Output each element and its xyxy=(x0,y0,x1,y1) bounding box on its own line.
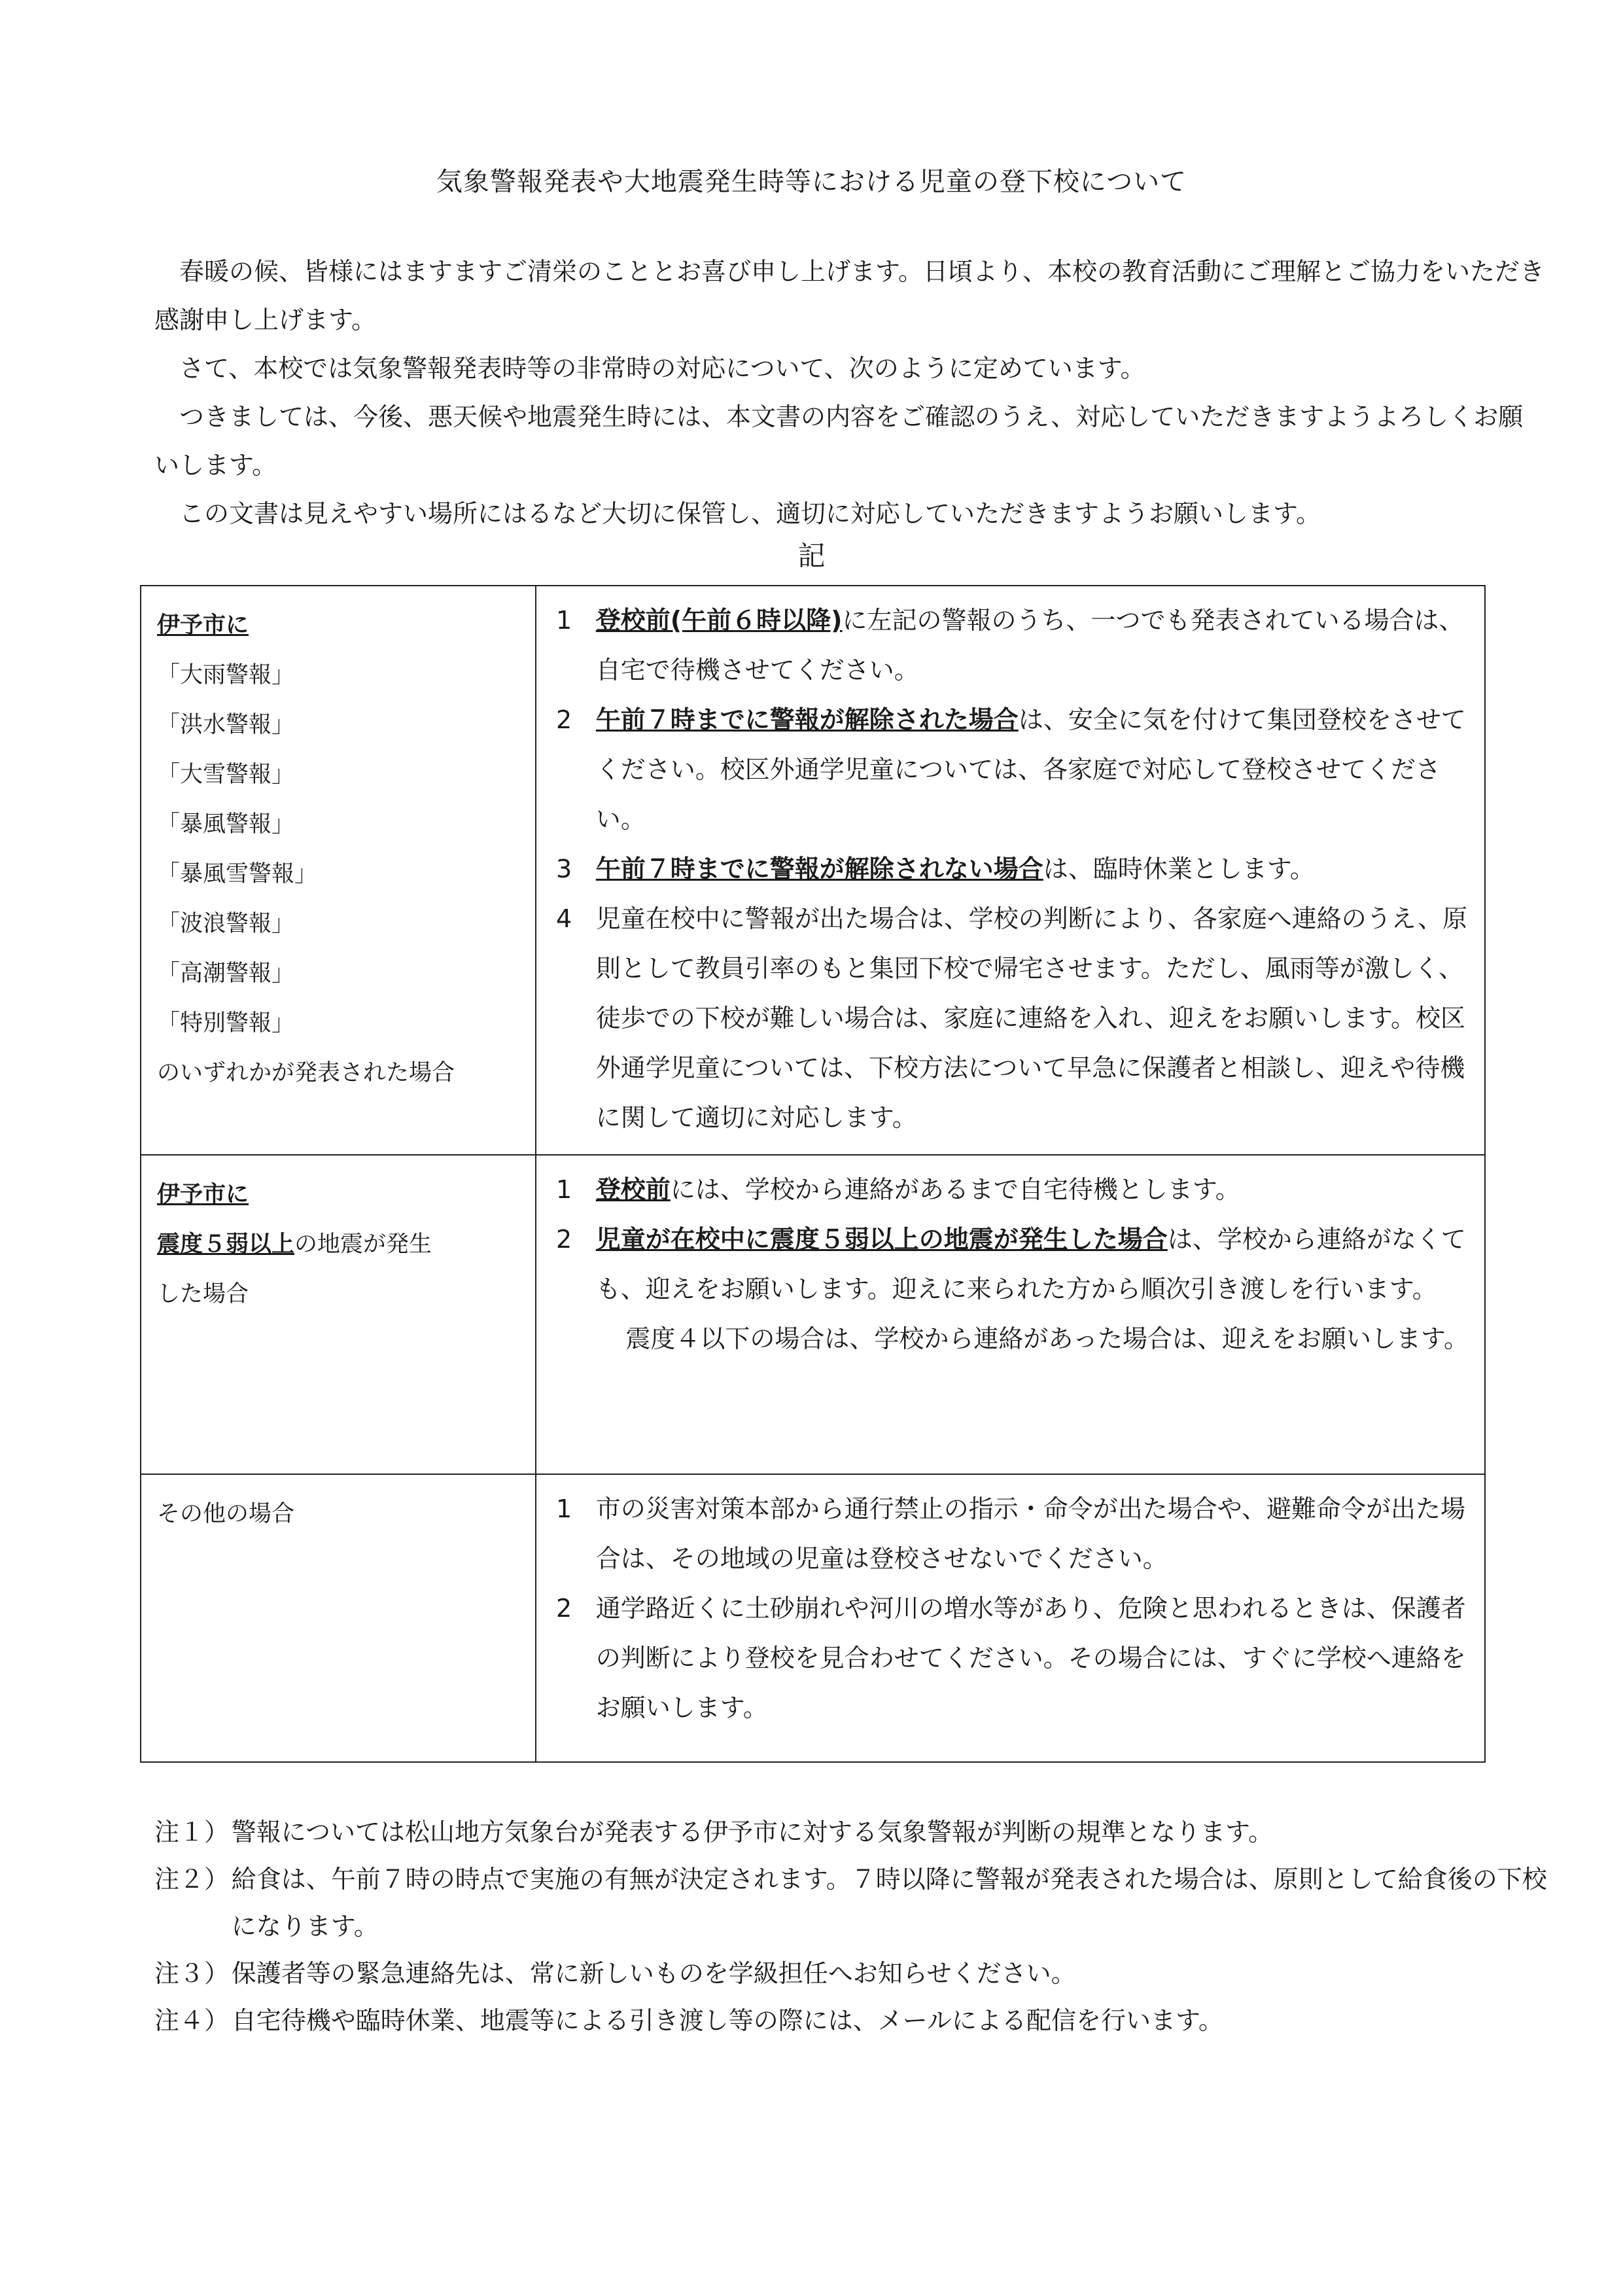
notes-section xyxy=(154,1809,1548,2044)
item-number: 2 xyxy=(556,705,572,734)
condition-cell xyxy=(141,1474,536,1762)
action-cell xyxy=(536,1155,1485,1474)
note-label: 注１） xyxy=(154,1818,230,1846)
warning-item: 「高潮警報」 xyxy=(157,961,295,987)
intro-paragraph: つきましては、今後、悪天候や地震発生時には、本文書の内容をご確認のうえ、対応していただきますようよろしくお願いします。 xyxy=(154,402,1524,480)
action-item xyxy=(556,595,1469,695)
action-item xyxy=(556,1583,1469,1733)
item-text: は、安全に気を付けて集団登校をさせてください。校区外通学児童については、各家庭で対応して登校させてください。 xyxy=(595,705,1466,834)
note-text: 自宅待機や臨時休業、地震等による引き渡し等の際には、メールによる配信を行います。 xyxy=(231,2006,1224,2035)
item-text: 通学路近くに土砂崩れや河川の増水等があり、危険と思われるときは、保護者の判断により登校を見合わせてください。その場合には、すぐに学校へ連絡をお願いします。 xyxy=(595,1594,1466,1722)
table-row-earthquake xyxy=(141,1155,1485,1474)
item-number: 1 xyxy=(556,1175,572,1204)
action-item xyxy=(556,1165,1469,1214)
condition-heading: 伊予市に xyxy=(157,612,249,639)
warning-item: 「特別警報」 xyxy=(157,1010,295,1036)
item-emphasis: 児童が在校中に震度５弱以上の地震が発生した場合 xyxy=(595,1225,1168,1254)
condition-line: した場合 xyxy=(157,1281,249,1307)
item-number: 1 xyxy=(556,606,572,635)
note-text: 給食は、午前７時の時点で実施の有無が決定されます。７時以降に警報が発表された場合は、原則として給食後の下校になります。 xyxy=(231,1865,1547,1941)
note-text: 保護者等の緊急連絡先は、常に新しいものを学級担任へお知らせください。 xyxy=(231,1959,1076,1988)
note-label: 注４） xyxy=(154,2006,230,2035)
note-item xyxy=(154,1809,1548,1856)
item-number: 1 xyxy=(556,1494,572,1523)
warning-item: 「波浪警報」 xyxy=(157,911,295,937)
action-item xyxy=(556,1214,1469,1364)
action-item xyxy=(556,1484,1469,1583)
warning-item: 「大雨警報」 xyxy=(157,662,295,688)
condition-cell xyxy=(141,586,536,1155)
warning-item: 「洪水警報」 xyxy=(157,712,295,738)
item-text: は、臨時休業とします。 xyxy=(1043,855,1315,883)
item-text: には、学校から連絡があるまで自宅待機とします。 xyxy=(670,1175,1240,1204)
condition-heading: 伊予市に xyxy=(157,1182,249,1208)
condition-line xyxy=(157,1220,535,1269)
item-emphasis: 午前７時までに警報が解除された場合 xyxy=(595,705,1019,734)
item-number: 4 xyxy=(556,904,572,933)
warning-item: 「暴風雪警報」 xyxy=(157,861,318,887)
item-emphasis: 登校前 xyxy=(595,1175,671,1204)
item-text: 児童在校中に警報が出た場合は、学校の判断により、各家庭へ連絡のうえ、原則として教員引率のもと集団下校で帰宅させます。ただし、風雨等が激しく、徒歩での下校が難しい場合は、家庭に連絡を入れ、迎えをお願いします。校区外通学児童については、下校方法について早急に保護者と相談し、迎えや待機に関して適切に対応します。 xyxy=(595,904,1468,1132)
intro-paragraph: この文書は見えやすい場所にはるなど大切に保管し、適切に対応していただきますようお願いします。 xyxy=(179,499,1321,528)
condition-cell xyxy=(141,1155,536,1474)
item-text: は、学校から連絡がなくても、迎えをお願いします。迎えに来られた方から順次引き渡しを行います。 xyxy=(595,1225,1466,1303)
condition-tail: のいずれかが発表された場合 xyxy=(157,1060,455,1086)
intro-paragraph: 春暖の候、皆様にはますますご清栄のこととお喜び申し上げます。日頃より、本校の教育活動にご理解とご協力をいただき感謝申し上げます。 xyxy=(154,257,1544,334)
note-item xyxy=(154,1950,1548,1997)
item-emphasis: 午前７時までに警報が解除されない場合 xyxy=(595,855,1043,883)
item-subtext: 震度４以下の場合は、学校から連絡があった場合は、迎えをお願いします。 xyxy=(625,1324,1469,1353)
table-row-other xyxy=(141,1474,1485,1762)
item-number: 2 xyxy=(556,1225,572,1254)
note-text: 警報については松山地方気象台が発表する伊予市に対する気象警報が判断の規準となります。 xyxy=(231,1818,1274,1846)
note-item xyxy=(154,1856,1548,1950)
item-number: 3 xyxy=(556,855,572,883)
item-text: 市の災害対策本部から通行禁止の指示・命令が出た場合や、避難命令が出た場合は、その地域の児童は登校させないでください。 xyxy=(595,1494,1466,1573)
condition-text: の地震が発生 xyxy=(294,1231,432,1258)
item-text: に左記の警報のうち、一つでも発表されている場合は、自宅で待機させてください。 xyxy=(595,606,1464,684)
item-number: 2 xyxy=(556,1594,572,1623)
item-emphasis: 登校前(午前６時以降) xyxy=(595,606,843,635)
response-table xyxy=(140,585,1486,1763)
note-item xyxy=(154,1997,1548,2044)
document-title: 気象警報発表や大地震発生時等における児童の登下校について xyxy=(436,167,1187,197)
action-item xyxy=(556,695,1469,844)
note-label: 注３） xyxy=(154,1959,230,1988)
intro-paragraph: さて、本校では気象警報発表時等の非常時の対応について、次のように定めています。 xyxy=(179,354,1145,383)
table-row-warnings xyxy=(141,586,1485,1155)
condition-heading: その他の場合 xyxy=(157,1501,295,1527)
condition-emphasis: 震度５弱以上 xyxy=(157,1231,295,1258)
action-cell xyxy=(536,1474,1485,1762)
intro-section xyxy=(154,247,1548,538)
action-item xyxy=(556,844,1469,894)
action-item xyxy=(556,894,1469,1142)
warning-item: 「大雪警報」 xyxy=(157,762,295,788)
note-label: 注２） xyxy=(154,1865,230,1894)
ki-heading: 記 xyxy=(797,540,826,572)
warning-item: 「暴風警報」 xyxy=(157,811,295,838)
action-cell xyxy=(536,586,1485,1155)
